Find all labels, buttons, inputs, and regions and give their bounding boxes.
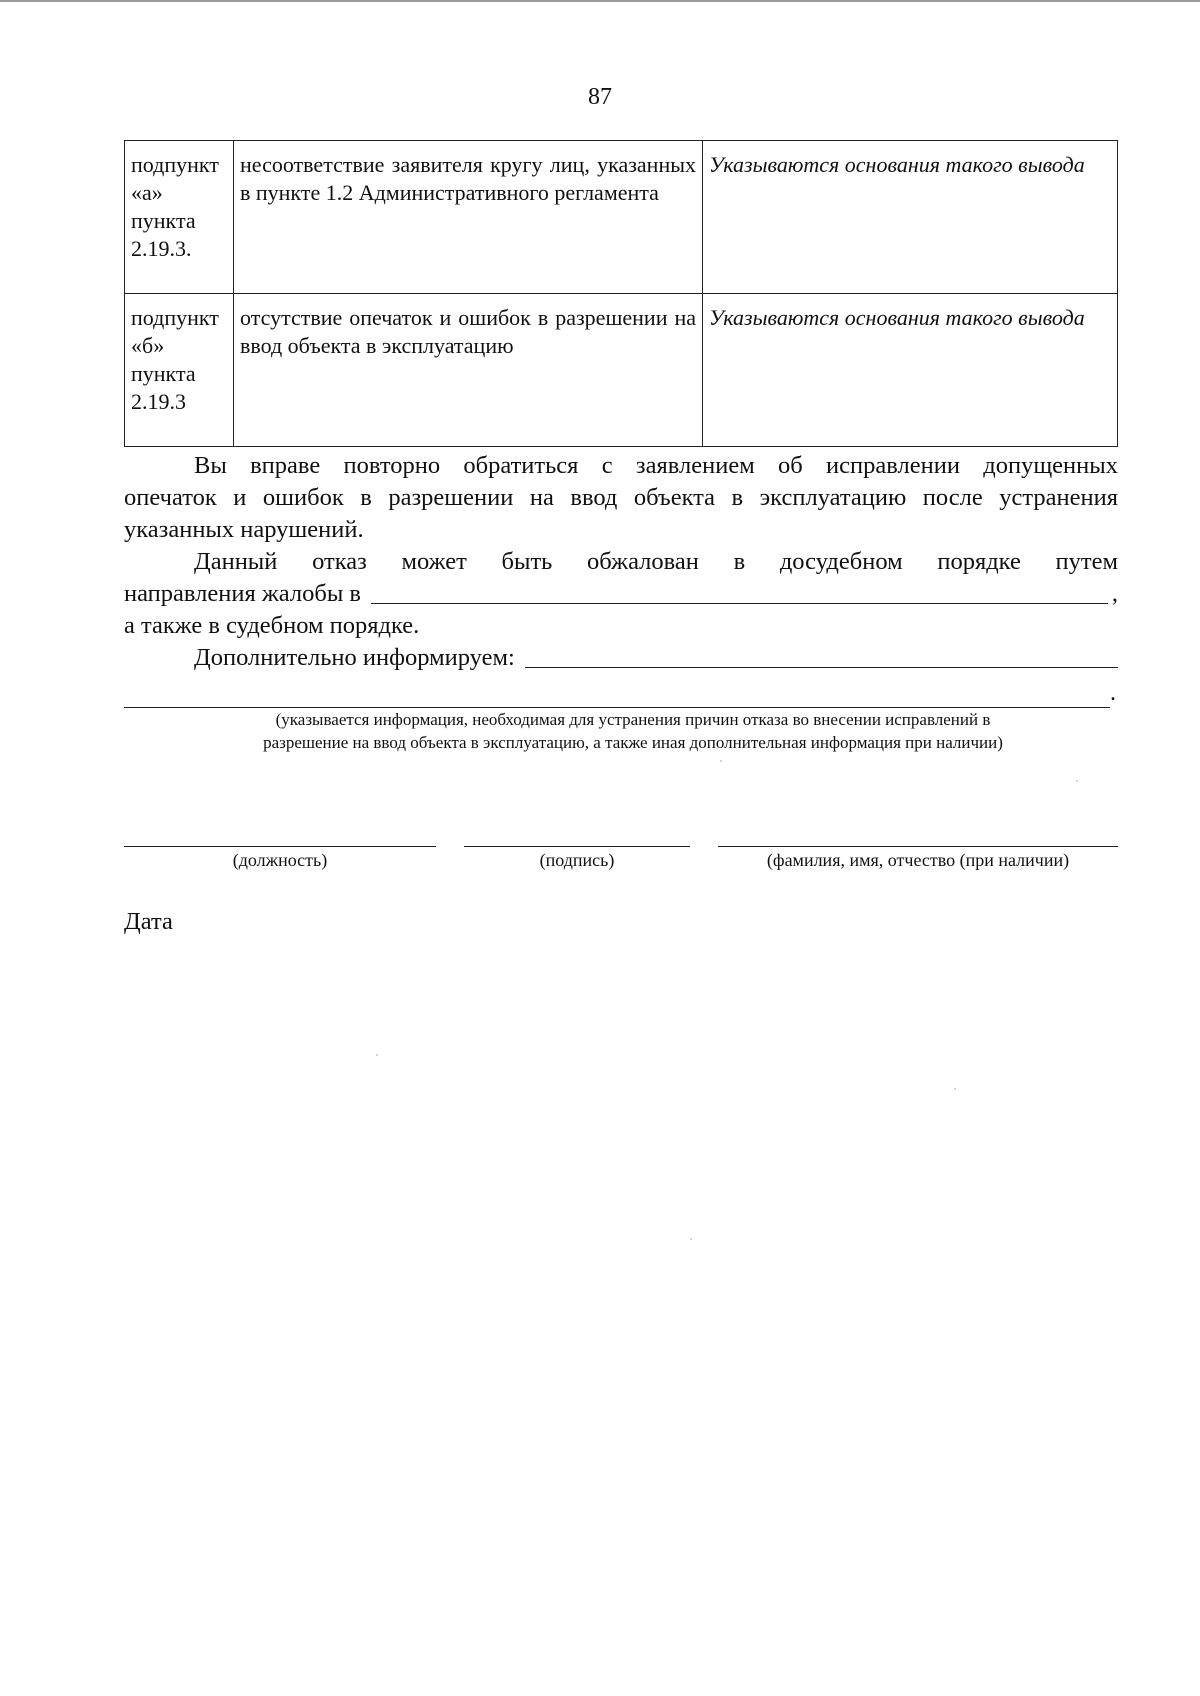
signature-field[interactable] xyxy=(464,846,690,847)
scan-speck xyxy=(954,1088,956,1090)
repeat-application-paragraph xyxy=(124,450,1118,546)
comma-mark: , xyxy=(1111,580,1118,607)
table-cell-note: Указываются основания такого вывода xyxy=(703,141,1118,294)
table-row xyxy=(125,294,1118,447)
paragraph-line: направления жалобы в xyxy=(124,580,361,607)
additional-info-field[interactable] xyxy=(525,666,1118,668)
refusal-grounds-table xyxy=(124,140,1118,447)
scan-speck xyxy=(690,1238,692,1240)
position-field[interactable] xyxy=(124,846,436,847)
paragraph-line: а также в судебном порядке. xyxy=(124,612,420,639)
additional-info-line xyxy=(124,642,1118,674)
full-name-field[interactable] xyxy=(718,846,1118,847)
signature-label: (подпись) xyxy=(539,850,615,870)
appeal-line xyxy=(124,578,1118,610)
page-number: 87 xyxy=(588,84,612,110)
additional-info-label: Дополнительно информируем: xyxy=(194,644,515,671)
appeal-authority-field[interactable] xyxy=(371,602,1108,604)
paragraph-line: Вы вправе повторно обратиться с заявлением об исправлении допущенных xyxy=(194,452,1118,479)
position-label: (должность) xyxy=(232,850,328,870)
table-cell-reference: подпункт «а» пункта 2.19.3. xyxy=(125,141,234,294)
scan-speck xyxy=(376,1054,378,1056)
table-cell-reason: несоответствие заявителя кругу лиц, указанных в пункте 1.2 Административного регламента xyxy=(234,141,703,294)
table-cell-note: Указываются основания такого вывода xyxy=(703,294,1118,447)
table-row xyxy=(125,141,1118,294)
table-cell-reference: подпункт «б» пункта 2.19.3 xyxy=(125,294,234,447)
appeal-paragraph xyxy=(124,546,1118,642)
paragraph-line: опечаток и ошибок в разрешении на ввод объекта в эксплуатацию после устранения xyxy=(124,484,1118,511)
full-name-label: (фамилия, имя, отчество (при наличии) xyxy=(766,850,1070,870)
table-cell-reason: отсутствие опечаток и ошибок в разрешении на ввод объекта в эксплуатацию xyxy=(234,294,703,447)
paragraph-line: Данный отказ может быть обжалован в досудебном порядке путем xyxy=(194,548,1118,575)
scan-speck xyxy=(1076,780,1078,782)
paragraph-line: указанных нарушений. xyxy=(124,516,364,543)
page-edge xyxy=(0,0,1200,2)
scan-speck xyxy=(720,760,722,762)
period-mark: . xyxy=(1110,680,1116,706)
date-label: Дата xyxy=(124,908,173,935)
additional-info-note: (указывается информация, необходимая для устранения причин отказа во внесении исправлений в разрешение на ввод объекта в эксплуатацию, а также иная дополнительная информация при наличии) xyxy=(263,710,1003,752)
